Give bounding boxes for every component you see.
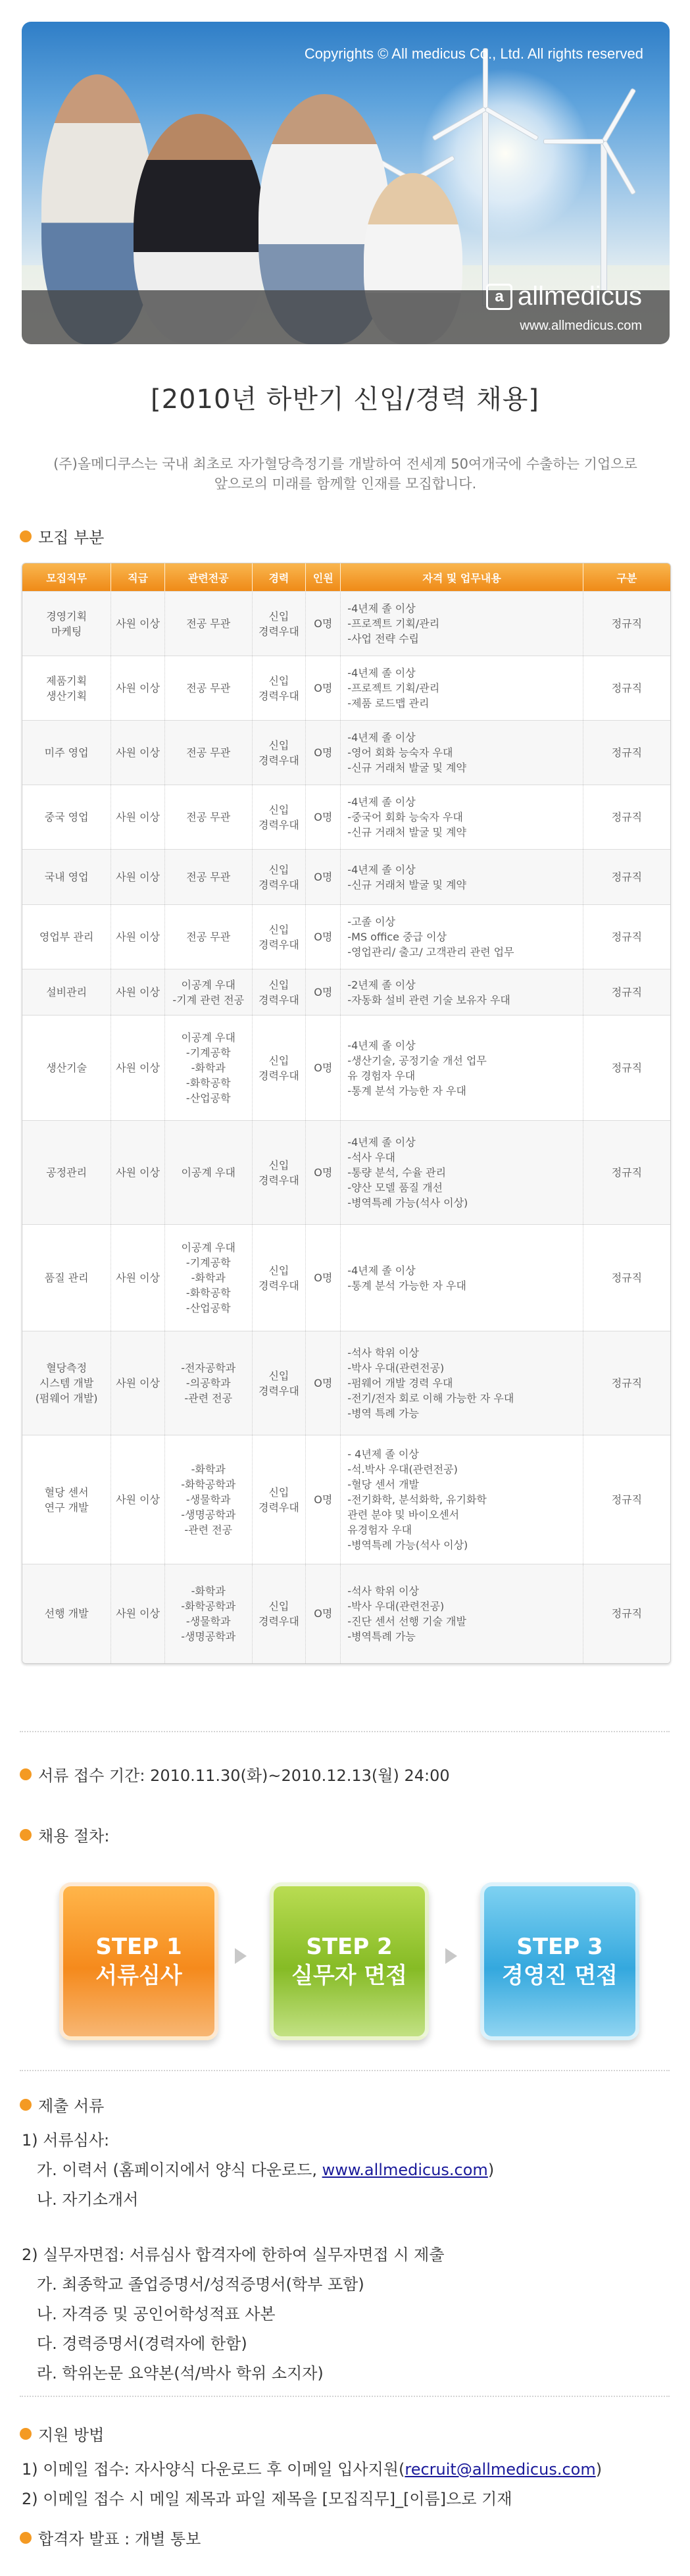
table-row <box>22 592 670 656</box>
job-cell: 설비관리 <box>22 969 111 1016</box>
requirements-cell: -4년제 졸 이상 -생산기술, 공정기술 개선 업무 유 경험자 우대 -통계 분석 가능한 자 우대 <box>341 1016 583 1121</box>
section-recruit <box>20 525 104 548</box>
count-cell: O명 <box>306 592 341 656</box>
career-cell: 신입 경력우대 <box>252 850 306 905</box>
type-cell: 정규직 <box>583 592 670 656</box>
copyright-text: Copyrights © All medicus Co., Ltd. All rights reserved <box>304 45 643 62</box>
table-header-row <box>22 563 670 592</box>
table-row <box>22 1435 670 1564</box>
requirements-cell: -2년제 졸 이상 -자동화 설비 관련 기술 보유자 우대 <box>341 969 583 1016</box>
documents-line: 2) 실무자면접: 서류심사 합격자에 한하여 실무자면접 시 제출 <box>22 2246 445 2264</box>
result-text: 합격자 발표 : 개별 통보 <box>38 2530 201 2548</box>
bullet-dot-icon <box>20 2532 32 2544</box>
requirements-cell: -석사 학위 이상 -박사 우대(관련전공) -펌웨어 개발 경력 우대 -전기/전자 회로 이해 가능한 자 우대 -병역 특례 가능 <box>341 1331 583 1435</box>
job-cell: 경영기획 마케팅 <box>22 592 111 656</box>
documents-line: 라. 학위논문 요약본(석/박사 학위 소지자) <box>22 2364 324 2383</box>
job-cell: 혈당측정 시스템 개발 (펌웨어 개발) <box>22 1331 111 1435</box>
homepage-link[interactable]: www.allmedicus.com <box>322 2161 488 2179</box>
logo-mark-icon: a <box>486 284 512 310</box>
count-cell: O명 <box>306 1331 341 1435</box>
career-cell: 신입 경력우대 <box>252 592 306 656</box>
dotted-divider <box>20 2070 670 2071</box>
section-heading: 제출 서류 <box>38 2097 105 2115</box>
major-cell: 이공계 우대 -기계공학 -화학과 -화학공학 -산업공학 <box>164 1225 252 1331</box>
bullet-dot-icon <box>20 1768 32 1780</box>
requirements-cell: -고졸 이상 -MS office 중급 이상 -영업관리/ 출고/ 고객관리 관련 업무 <box>341 905 583 969</box>
section-heading: 채용 절차: <box>38 1827 110 1845</box>
section-period <box>20 1763 450 1786</box>
requirements-cell: -4년제 졸 이상 -프로젝트 기획/관리 -제품 로드맵 관리 <box>341 656 583 721</box>
table-row <box>22 1564 670 1663</box>
count-cell: O명 <box>306 1225 341 1331</box>
apply-text: 1) 이메일 접수: 자사양식 다운로드 후 이메일 입사지원( <box>22 2460 405 2479</box>
documents-text: ) <box>487 2161 495 2179</box>
step-2-card <box>270 1882 429 2040</box>
column-header: 구분 <box>583 563 670 592</box>
table-row <box>22 850 670 905</box>
section-apply <box>20 2422 104 2445</box>
career-cell: 신입 경력우대 <box>252 721 306 785</box>
major-cell: 전공 무관 <box>164 592 252 656</box>
requirements-cell: -4년제 졸 이상 -프로젝트 기획/관리 -사업 전략 수립 <box>341 592 583 656</box>
column-header: 경력 <box>252 563 306 592</box>
requirements-cell: -4년제 졸 이상 -통계 분석 가능한 자 우대 <box>341 1225 583 1331</box>
job-cell: 혈당 센서 연구 개발 <box>22 1435 111 1564</box>
count-cell: O명 <box>306 785 341 850</box>
documents-line: 나. 자기소개서 <box>22 2190 139 2209</box>
documents-text: 가. 이력서 (홈페이지에서 양식 다운로드, <box>22 2161 322 2179</box>
career-cell: 신입 경력우대 <box>252 1121 306 1225</box>
job-cell: 중국 영업 <box>22 785 111 850</box>
major-cell: 전공 무관 <box>164 656 252 721</box>
apply-text: ) <box>595 2460 603 2479</box>
rank-cell: 사원 이상 <box>111 850 165 905</box>
table-row <box>22 1331 670 1435</box>
bullet-dot-icon <box>20 530 32 542</box>
major-cell: 이공계 우대 -기계공학 -화학과 -화학공학 -산업공학 <box>164 1016 252 1121</box>
major-cell: 전공 무관 <box>164 785 252 850</box>
requirements-cell: -석사 학위 이상 -박사 우대(관련전공) -진단 센서 선행 기술 개발 -병역특례 가능 <box>341 1564 583 1663</box>
type-cell: 정규직 <box>583 1435 670 1564</box>
documents-line: 나. 자격증 및 공인어학성적표 사본 <box>22 2305 276 2323</box>
career-cell: 신입 경력우대 <box>252 1564 306 1663</box>
bullet-dot-icon <box>20 2099 32 2111</box>
rank-cell: 사원 이상 <box>111 592 165 656</box>
section-heading: 모집 부분 <box>38 528 105 547</box>
career-cell: 신입 경력우대 <box>252 1225 306 1331</box>
type-cell: 정규직 <box>583 785 670 850</box>
bullet-dot-icon <box>20 1829 32 1841</box>
table-row <box>22 785 670 850</box>
career-cell: 신입 경력우대 <box>252 785 306 850</box>
intro-text: (주)올메디쿠스는 국내 최초로 자가혈당측정기를 개발하여 전세계 50여개국에 수출하는 기업으로 앞으로의 미래를 함께할 인재를 모집합니다. <box>53 456 637 492</box>
table-row <box>22 656 670 721</box>
step-number: STEP 3 <box>516 1934 603 1960</box>
apply-line: 2) 이메일 접수 시 메일 제목과 파일 제목을 [모집직무]_[이름]으로 기재 <box>22 2490 512 2508</box>
rank-cell: 사원 이상 <box>111 721 165 785</box>
type-cell: 정규직 <box>583 905 670 969</box>
step-3-card <box>480 1882 639 2040</box>
table-row <box>22 905 670 969</box>
logo-url: www.allmedicus.com <box>520 319 642 333</box>
type-cell: 정규직 <box>583 1121 670 1225</box>
arrow-right-icon <box>235 1948 247 1964</box>
documents-line: 가. 최종학교 졸업증명서/성적증명서(학부 포함) <box>22 2275 364 2294</box>
rank-cell: 사원 이상 <box>111 1225 165 1331</box>
column-header: 모집직무 <box>22 563 111 592</box>
job-cell: 선행 개발 <box>22 1564 111 1663</box>
type-cell: 정규직 <box>583 721 670 785</box>
column-header: 관련전공 <box>164 563 252 592</box>
type-cell: 정규직 <box>583 1564 670 1663</box>
type-cell: 정규직 <box>583 656 670 721</box>
documents-line: 1) 서류심사: <box>22 2131 110 2150</box>
allmedicus-logo <box>486 282 642 311</box>
documents-line: 다. 경력증명서(경력자에 한함) <box>22 2334 247 2353</box>
major-cell: 전공 무관 <box>164 721 252 785</box>
job-cell: 영업부 관리 <box>22 905 111 969</box>
section-result <box>20 2526 201 2549</box>
dotted-divider <box>20 2396 670 2397</box>
major-cell: 전공 무관 <box>164 850 252 905</box>
major-cell: -화학과 -화학공학과 -생물학과 -생명공학과 <box>164 1564 252 1663</box>
career-cell: 신입 경력우대 <box>252 969 306 1016</box>
logo-text: allmedicus <box>518 282 642 311</box>
career-cell: 신입 경력우대 <box>252 1435 306 1564</box>
type-cell: 정규직 <box>583 969 670 1016</box>
hero-banner <box>22 22 670 344</box>
major-cell: 이공계 우대 -기계 관련 전공 <box>164 969 252 1016</box>
rank-cell: 사원 이상 <box>111 905 165 969</box>
table-row <box>22 1016 670 1121</box>
requirements-cell: -4년제 졸 이상 -석사 우대 -통량 분석, 수율 관리 -양산 모델 품질 개선 -병역특례 가능(석사 이상) <box>341 1121 583 1225</box>
step-label: 서류심사 <box>95 1963 182 1989</box>
count-cell: O명 <box>306 1016 341 1121</box>
column-header: 직급 <box>111 563 165 592</box>
rank-cell: 사원 이상 <box>111 1331 165 1435</box>
job-cell: 생산기술 <box>22 1016 111 1121</box>
major-cell: -전자공학과 -의공학과 -관련 전공 <box>164 1331 252 1435</box>
major-cell: 전공 무관 <box>164 905 252 969</box>
apply-line <box>22 2456 602 2479</box>
email-link[interactable]: recruit@allmedicus.com <box>405 2460 596 2479</box>
bullet-dot-icon <box>20 2428 32 2440</box>
period-text: 서류 접수 기간: 2010.11.30(화)~2010.12.13(월) 24:00 <box>38 1766 450 1785</box>
job-cell: 제품기획 생산기획 <box>22 656 111 721</box>
count-cell: O명 <box>306 1564 341 1663</box>
major-cell: 이공계 우대 <box>164 1121 252 1225</box>
requirements-cell: -4년제 졸 이상 -중국어 회화 능숙자 우대 -신규 거래처 발굴 및 계약 <box>341 785 583 850</box>
rank-cell: 사원 이상 <box>111 656 165 721</box>
type-cell: 정규직 <box>583 850 670 905</box>
table-row <box>22 721 670 785</box>
requirements-cell: -4년제 졸 이상 -신규 거래처 발굴 및 계약 <box>341 850 583 905</box>
column-header: 자격 및 업무내용 <box>341 563 583 592</box>
documents-line <box>22 2157 494 2180</box>
requirements-cell: - 4년제 졸 이상 -석.박사 우대(관련전공) -혈당 센서 개발 -전기화학, 분석화학, 유기화학 관련 분야 및 바이오센서 유경험자 우대 -병역특례 가능(석사 이상) <box>341 1435 583 1564</box>
count-cell: O명 <box>306 969 341 1016</box>
type-cell: 정규직 <box>583 1225 670 1331</box>
requirements-cell: -4년제 졸 이상 -영어 회화 능숙자 우대 -신규 거래처 발굴 및 계약 <box>341 721 583 785</box>
table-row <box>22 1225 670 1331</box>
career-cell: 신입 경력우대 <box>252 905 306 969</box>
step-number: STEP 2 <box>306 1934 393 1960</box>
step-label: 경영진 면접 <box>501 1963 618 1989</box>
table-row <box>22 969 670 1016</box>
rank-cell: 사원 이상 <box>111 969 165 1016</box>
job-cell: 국내 영업 <box>22 850 111 905</box>
rank-cell: 사원 이상 <box>111 1564 165 1663</box>
rank-cell: 사원 이상 <box>111 1016 165 1121</box>
step-number: STEP 1 <box>95 1934 182 1960</box>
job-cell: 미주 영업 <box>22 721 111 785</box>
rank-cell: 사원 이상 <box>111 1435 165 1564</box>
type-cell: 정규직 <box>583 1331 670 1435</box>
career-cell: 신입 경력우대 <box>252 656 306 721</box>
type-cell: 정규직 <box>583 1016 670 1121</box>
career-cell: 신입 경력우대 <box>252 1331 306 1435</box>
count-cell: O명 <box>306 905 341 969</box>
arrow-right-icon <box>445 1948 457 1964</box>
section-documents <box>20 2093 104 2116</box>
count-cell: O명 <box>306 1435 341 1564</box>
table-row <box>22 1121 670 1225</box>
major-cell: -화학과 -화학공학과 -생물학과 -생명공학과 -관련 전공 <box>164 1435 252 1564</box>
job-cell: 공정관리 <box>22 1121 111 1225</box>
step-label: 실무자 면접 <box>291 1963 408 1989</box>
rank-cell: 사원 이상 <box>111 1121 165 1225</box>
section-process <box>20 1823 109 1846</box>
count-cell: O명 <box>306 721 341 785</box>
step-1-card <box>59 1882 218 2040</box>
count-cell: O명 <box>306 656 341 721</box>
career-cell: 신입 경력우대 <box>252 1016 306 1121</box>
dotted-divider <box>20 1731 670 1732</box>
section-heading: 지원 방법 <box>38 2426 105 2444</box>
rank-cell: 사원 이상 <box>111 785 165 850</box>
recruit-table <box>22 563 671 1664</box>
job-cell: 품질 관리 <box>22 1225 111 1331</box>
count-cell: O명 <box>306 850 341 905</box>
page-title: [2010년 하반기 신입/경력 채용] <box>150 384 540 415</box>
column-header: 인원 <box>306 563 341 592</box>
count-cell: O명 <box>306 1121 341 1225</box>
